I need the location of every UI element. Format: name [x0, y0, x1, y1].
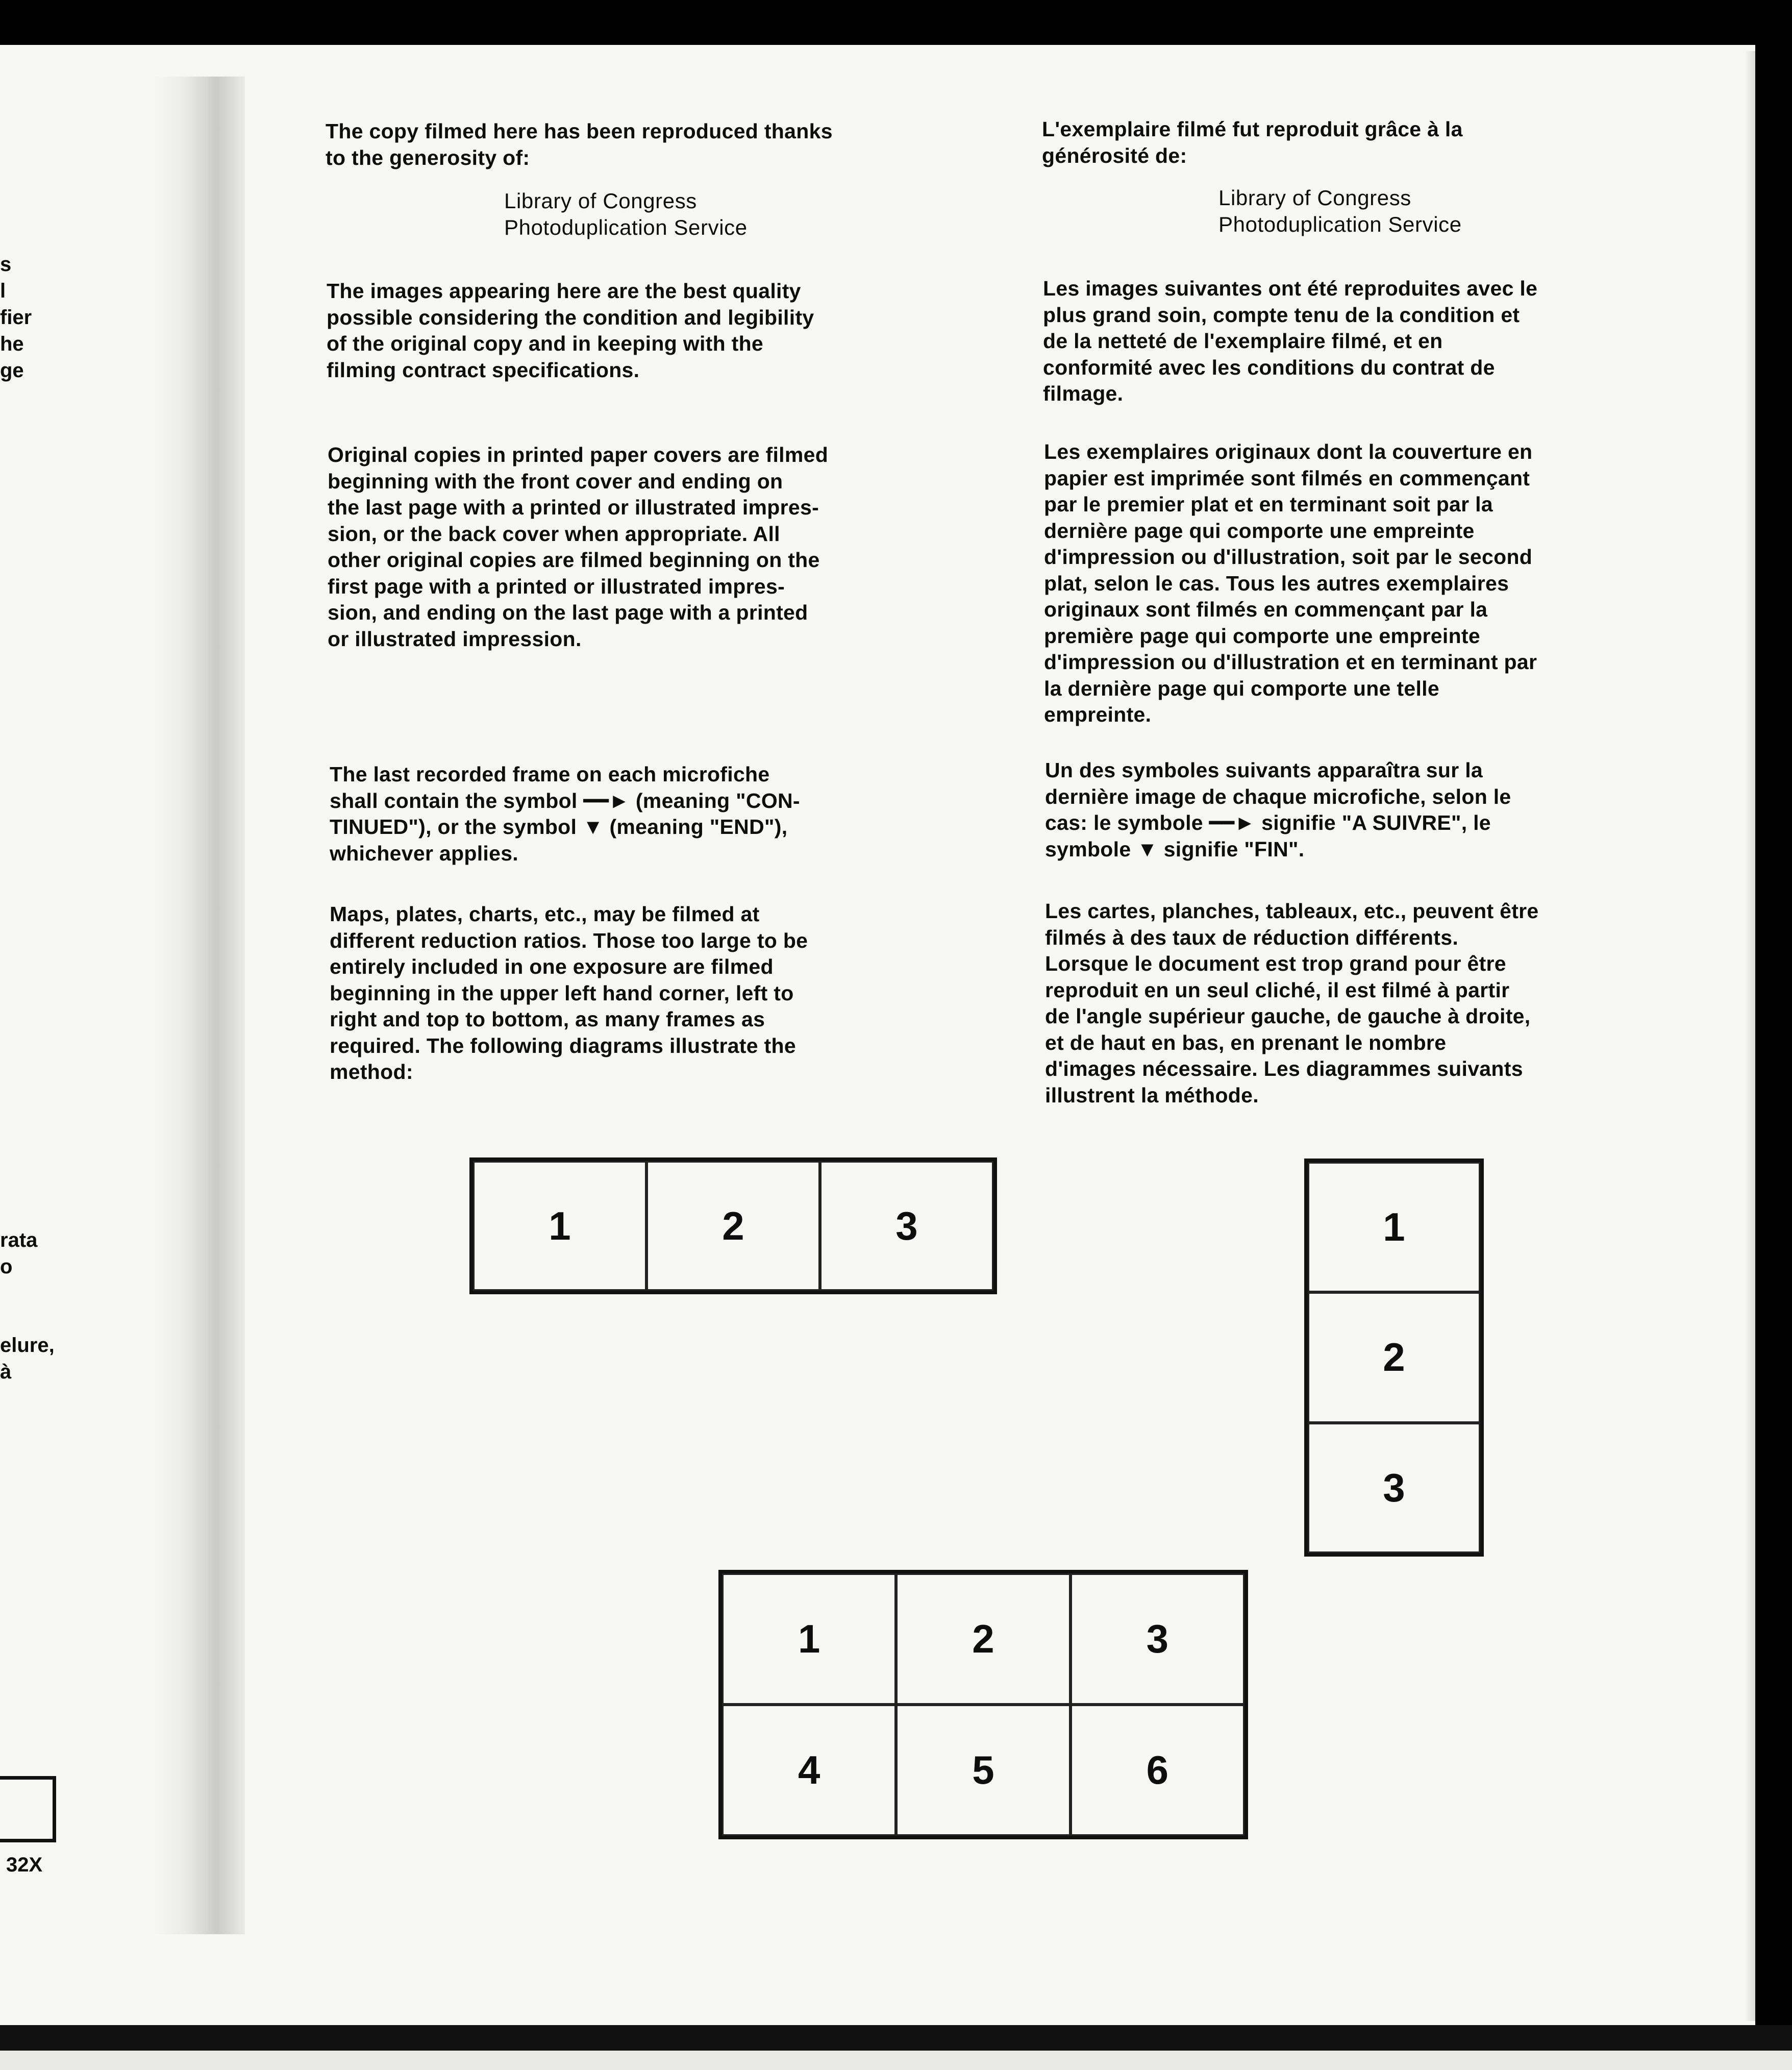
fr-covers-note: Les exemplaires originaux dont la couverture en papier est imprimée sont filmés en commençant par le premier plat et en terminant soit par la dernière page qui comporte une empreinte d'impression ou d'illustration, soit par le second plat, selon le cas. Tous les autres exemplaires originaux sont filmés en commençant par la première page qui comporte une empreinte d'impression ou d'illustration et en terminant par la dernière page qui comporte une telle empreinte.: [1044, 440, 1537, 726]
en-sponsor-intro: The copy filmed here has been reproduced thanks to the generosity of:: [326, 119, 833, 169]
diagram-cell: 5: [896, 1705, 1070, 1836]
left-page-fragment: ge: [0, 359, 24, 382]
left-page-fragment: l: [0, 280, 6, 302]
en-quality-note: The images appearing here are the best quality possible considering the condition and legibility of the original copy and in keeping with the filming contract specifications.: [327, 279, 814, 382]
fr-quality-note: Les images suivantes ont été reproduites avec le plus grand soin, compte tenu de la condition et de la netteté de l'exemplaire filmé, et en conformité avec les conditions du contrat de filmage.: [1043, 277, 1538, 405]
reduction-ratio-label: 32X: [6, 1854, 43, 1876]
diagram-cell: 1: [473, 1161, 646, 1291]
left-page-fragment: elure,: [0, 1334, 55, 1357]
fr-sponsor-name: Library of Congress Photoduplication Service: [1218, 186, 1462, 236]
left-page-fragment: fier: [0, 306, 32, 329]
diagram-cell: 3: [1308, 1423, 1480, 1553]
en-sponsor-name: Library of Congress Photoduplication Service: [504, 189, 748, 239]
page-fold-shadow: [153, 77, 245, 1934]
left-page-fragment: rata: [0, 1229, 38, 1251]
diagram-grid: [718, 1570, 1248, 1839]
diagram-vertical: [1304, 1159, 1484, 1557]
left-page-fragment: he: [0, 333, 24, 355]
diagram-cell: 2: [1308, 1292, 1480, 1422]
diagram-cell: 3: [820, 1161, 993, 1291]
next-sheet-edge: [0, 2051, 1792, 2070]
sheet-right-edge: [1745, 51, 1755, 2021]
fr-sponsor-intro: L'exemplaire filmé fut reproduit grâce à la générosité de:: [1042, 117, 1463, 167]
en-symbols-note: The last recorded frame on each microfiche shall contain the symbol ━━► (meaning "CON- TINUED"), or the symbol ▼ (meaning "END"), whichever applies.: [330, 762, 800, 865]
reduction-ratio-box: [0, 1776, 56, 1842]
diagram-horizontal: [469, 1157, 997, 1294]
diagram-cell: 6: [1071, 1705, 1245, 1836]
left-page-fragment: s: [0, 253, 12, 276]
diagram-cell: 3: [1071, 1573, 1245, 1705]
diagram-cell: 4: [722, 1705, 896, 1836]
en-maps-note: Maps, plates, charts, etc., may be filmed at different reduction ratios. Those too large to be entirely included in one exposure are filmed beginning in the upper left hand corner, left to right and top to bottom, as many frames as required. The following diagrams illustrate the method:: [330, 902, 808, 1083]
diagram-cell: 1: [1308, 1162, 1480, 1292]
diagram-cell: 2: [896, 1573, 1070, 1705]
left-page-fragment: à: [0, 1361, 12, 1383]
fr-maps-note: Les cartes, planches, tableaux, etc., peuvent être filmés à des taux de réduction différents. Lorsque le document est trop grand pour être reproduit en un seul cliché, il est filmé à partir de l'angle supérieur gauche, de gauche à droite, et de haut en bas, en prenant le nombre d'images nécessaire. Les diagrammes suivants illustrent la méthode.: [1045, 899, 1539, 1107]
fr-symbols-note: Un des symboles suivants apparaîtra sur la dernière image de chaque microfiche, selon le cas: le symbole ━━► signifie "A SUIVRE", le symbole ▼ signifie "FIN".: [1045, 758, 1511, 861]
left-page-fragment: o: [0, 1255, 13, 1278]
diagram-cell: 1: [722, 1573, 896, 1705]
diagram-cell: 2: [646, 1161, 820, 1291]
en-covers-note: Original copies in printed paper covers are filmed beginning with the front cover and ending on the last page with a printed or illustrated impres- sion, or the back cover when appropriate. All other original copies are filmed beginning on the first page with a printed or illustrated impres- sion, and ending on the last page with a printed or illustrated impression.: [328, 443, 829, 651]
